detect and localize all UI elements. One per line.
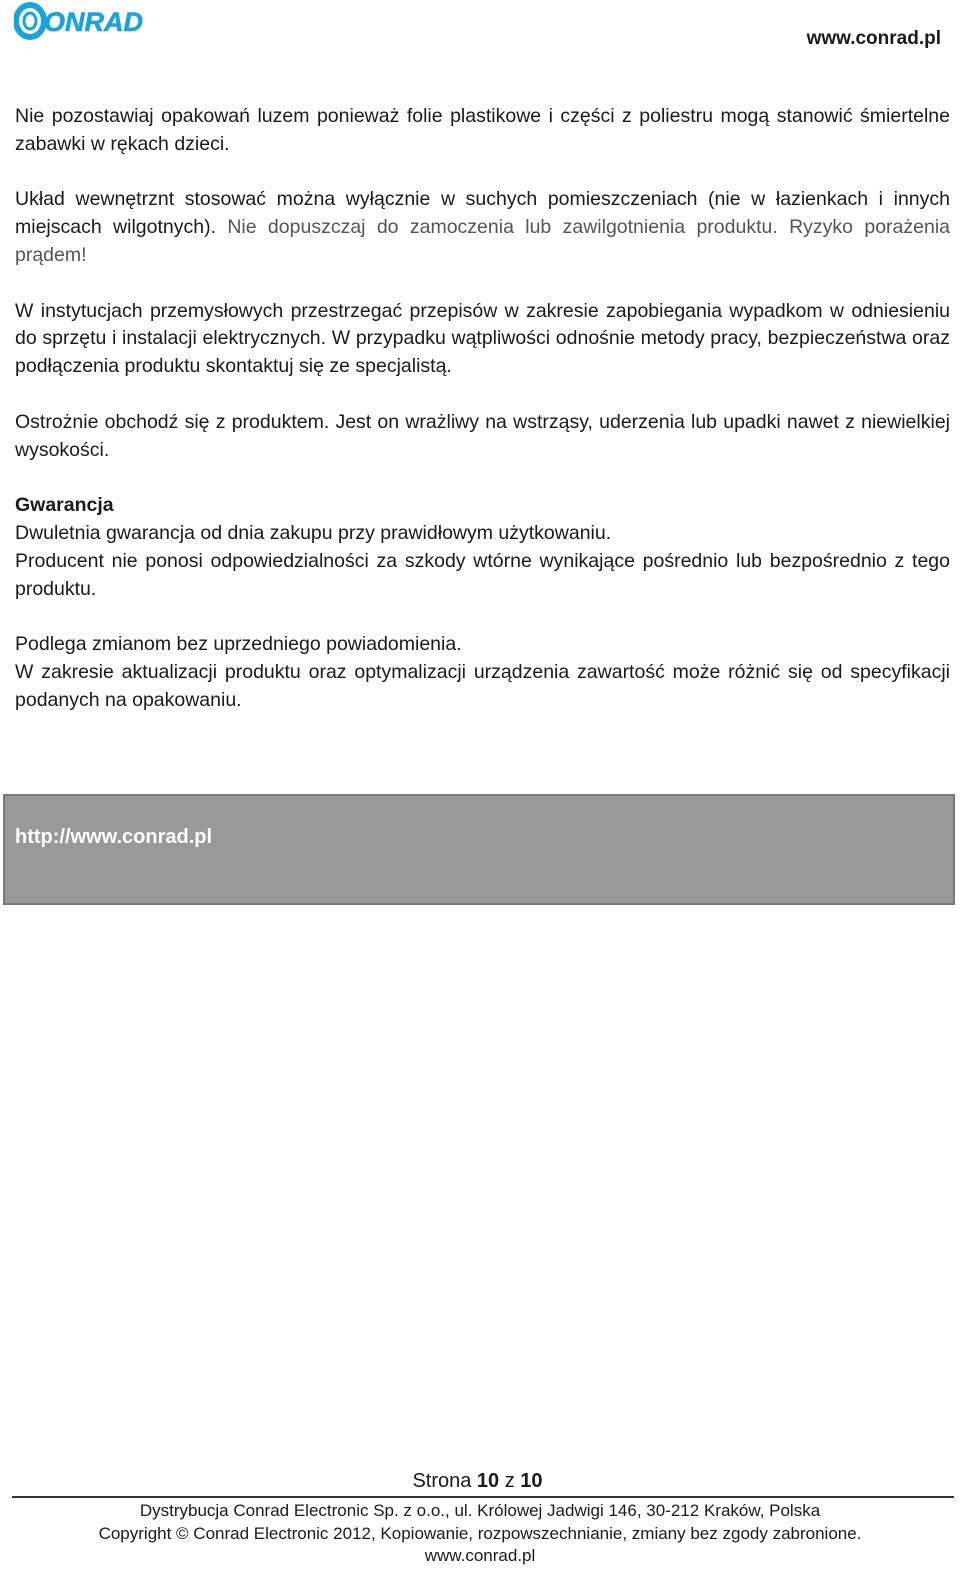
footer-distribution: Dystrybucja Conrad Electronic Sp. z o.o., ul. Królowej Jadwigi 146, 30-212 Kraków, Polska [139,1501,821,1520]
page-total: 10 [520,1470,543,1492]
paragraph-handling: Ostrożnie obchodź się z produktem. Jest on wrażliwy na wstrząsy, uderzenia lub upadki nawet z niewielkiej wysokości. [15,410,950,461]
dry-rooms-text: Układ wewnętrznt stosować można wyłącznie w suchych pomieszczeniach (nie w łazienkach i innych miejscach wilgotnych). [15,188,950,239]
warranty-line-1: Dwuletnia gwarancja od dnia zakupu przy prawidłowym użytkowaniu. [15,521,612,544]
notice-section [15,631,950,714]
header-url[interactable]: www.conrad.pl [806,28,941,49]
warranty-heading: Gwarancja [15,494,114,517]
moisture-warning-text: Nie dopuszczaj do zamoczenia lub zawilgotnienia produktu. Ryzyko porażenia prądem! [15,216,950,266]
notice-line-2: W zakresie aktualizacji produktu oraz optymalizacji urządzenia zawartość może różnić się od specyfikacji podanych na opakowaniu. [15,660,950,711]
warranty-section [15,492,950,603]
warranty-line-2: Producent nie ponosi odpowiedzialności za szkody wtórne wynikające pośrednio lub bezpośrednio z tego produktu. [15,549,950,600]
page-sep: z [499,1470,521,1492]
paragraph-packaging-warning: Nie pozostawiaj opakowań luzem ponieważ folie plastikowe i części z poliestru mogą stanowić śmiertelne zabawki w rękach dzieci. [15,105,950,155]
footer-info [0,1500,960,1568]
footer-divider [12,1496,954,1498]
conrad-logo [14,2,164,40]
notice-line-1: Podlega zmianom bez uprzedniego powiadomienia. [15,633,462,656]
page-current: 10 [476,1470,500,1492]
svg-text:ONRAD: ONRAD [44,7,143,37]
url-banner-link[interactable]: http://www.conrad.pl [15,826,213,848]
paragraph-industrial: W instytucjach przemysłowych przestrzegać przepisów w zakresie zapobiegania wypadkom w odniesieniu do sprzętu i instalacji elektrycznych. W przypadku wątpliwości odnośnie metody pracy, bezpieczeństwa oraz podłączenia produktu skontaktuj się ze specjalistą. [15,299,950,378]
footer-page-number [0,1470,960,1493]
page-prefix: Strona [412,1470,477,1492]
page-number [0,1470,960,1493]
paragraph-dry-rooms [15,186,950,269]
url-banner [3,794,955,905]
document-body [15,103,950,715]
footer-copyright: Copyright © Conrad Electronic 2012, Kopiowanie, rozpowszechnianie, zmiany bez zgody zabronione. [98,1523,862,1543]
footer-url[interactable]: www.conrad.pl [424,1546,536,1565]
